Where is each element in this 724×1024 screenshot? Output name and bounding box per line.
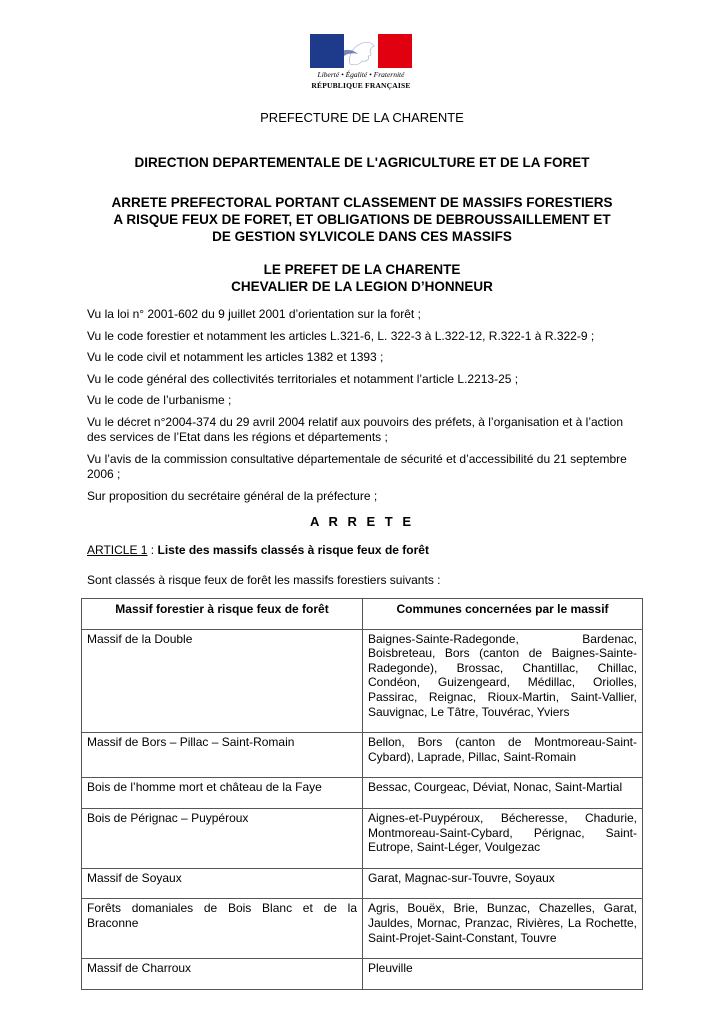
communes-cell: Agris, Bouëx, Brie, Bunzac, Chazelles, Garat, Jauldes, Mornac, Pranzac, Rivières, La Rochette, Saint-Projet-Saint-Constant, Touvre <box>363 899 643 959</box>
direction-heading: DIRECTION DEPARTEMENTALE DE L'AGRICULTURE ET DE LA FORET <box>134 155 590 170</box>
visa-item: Vu le code forestier et notamment les articles L.321-6, L. 322-3 à L.322-12, R.322-1 à R.322-9 ; <box>87 328 595 343</box>
visa-item: Vu le code civil et notamment les articles 1382 et 1393 ; <box>87 350 384 365</box>
logo-motto: Liberté • Égalité • Fraternité <box>317 70 405 79</box>
communes-cell: Aignes-et-Puypéroux, Bécheresse, Chadurie, Montmoreau-Saint-Cybard, Pérignac, Saint-Eutrope, Saint-Léger, Voulgezac <box>363 808 643 868</box>
logo-republic: RÉPUBLIQUE FRANÇAISE <box>311 81 411 90</box>
article-ref: ARTICLE 1 <box>87 543 148 557</box>
visa-item: Vu l’avis de la commission consultative départementale de sécurité et d’accessibilité du 21 septembre 2006 ; <box>87 451 627 481</box>
communes-cell: Bessac, Courgeac, Déviat, Nonac, Saint-Martial <box>363 778 643 809</box>
massif-cell: Massif de Bors – Pillac – Saint-Romain <box>82 733 363 778</box>
visa-item: Sur proposition du secrétaire général de la préfecture ; <box>87 488 378 503</box>
article-intro: Sont classés à risque feux de forêt les massifs forestiers suivants : <box>87 573 441 587</box>
decree-title-line: ARRETE PREFECTORAL PORTANT CLASSEMENT DE MASSIFS FORESTIERS <box>111 195 613 210</box>
table-header-communes: Communes concernées par le massif <box>363 599 643 630</box>
prefecture-heading: PREFECTURE DE LA CHARENTE <box>260 110 464 125</box>
article-1-heading <box>87 543 429 557</box>
communes-cell: Garat, Magnac-sur-Touvre, Soyaux <box>363 868 643 899</box>
table-header-row <box>82 599 643 630</box>
article-title: Liste des massifs classés à risque feux de forêt <box>157 543 429 557</box>
marianne-logo <box>306 32 416 94</box>
table-row <box>82 808 643 868</box>
massifs-table <box>81 598 643 990</box>
massif-cell: Bois de l’homme mort et château de la Faye <box>82 778 363 809</box>
massif-cell: Forêts domaniales de Bois Blanc et de la Braconne <box>82 899 363 959</box>
visa-item: Vu le décret n°2004-374 du 29 avril 2004 relatif aux pouvoirs des préfets, à l’organisation et à l’action des services de l’Etat dans les régions et départements ; <box>87 414 624 445</box>
article-sep: : <box>147 543 158 557</box>
visa-item: Vu le code de l’urbanisme ; <box>87 393 232 408</box>
massif-cell: Massif de Charroux <box>82 959 363 990</box>
massif-cell: Bois de Pérignac – Puypéroux <box>82 808 363 868</box>
decree-title-line: A RISQUE FEUX DE FORET, ET OBLIGATIONS DE DEBROUSSAILLEMENT ET <box>113 212 611 227</box>
table-header-massif: Massif forestier à risque feux de forêt <box>82 599 363 630</box>
communes-cell: Bellon, Bors (canton de Montmoreau-Saint-Cybard), Laprade, Pillac, Saint-Romain <box>363 733 643 778</box>
visas-list <box>87 307 639 510</box>
tricolor-flag-icon <box>310 34 412 68</box>
table-row <box>82 733 643 778</box>
decree-title-line: DE GESTION SYLVICOLE DANS CES MASSIFS <box>212 229 512 244</box>
marianne-profile-icon <box>310 34 412 68</box>
table-row <box>82 629 643 733</box>
table-row <box>82 778 643 809</box>
visa-item: Vu la loi n° 2001-602 du 9 juillet 2001 d’orientation sur la forêt ; <box>87 307 421 321</box>
arrete-heading: A R R E T E <box>309 514 415 529</box>
table-row <box>82 868 643 899</box>
table-row <box>82 899 643 959</box>
massif-cell: Massif de Soyaux <box>82 868 363 899</box>
table-row <box>82 959 643 990</box>
decree-title <box>80 194 644 245</box>
massif-cell: Massif de la Double <box>82 629 363 733</box>
communes-cell: Baignes-Sainte-Radegonde, Bardenac, Boisbreteau, Bors (canton de Baignes-Sainte-Radegonde), Brossac, Chantillac, Chillac, Condéon, Guizengeard, Médillac, Oriolles, Passirac, Reignac, Rioux-Martin, Saint-Vallier, Sauvignac, Le Tâtre, Touvérac, Yviers <box>363 629 643 733</box>
visa-item: Vu le code général des collectivités territoriales et notamment l’article L.2213-25 ; <box>87 371 519 386</box>
prefet-line: CHEVALIER DE LA LEGION D’HONNEUR <box>231 279 493 294</box>
communes-cell: Pleuville <box>363 959 643 990</box>
prefet-heading <box>80 261 644 295</box>
prefet-line: LE PREFET DE LA CHARENTE <box>263 262 461 277</box>
